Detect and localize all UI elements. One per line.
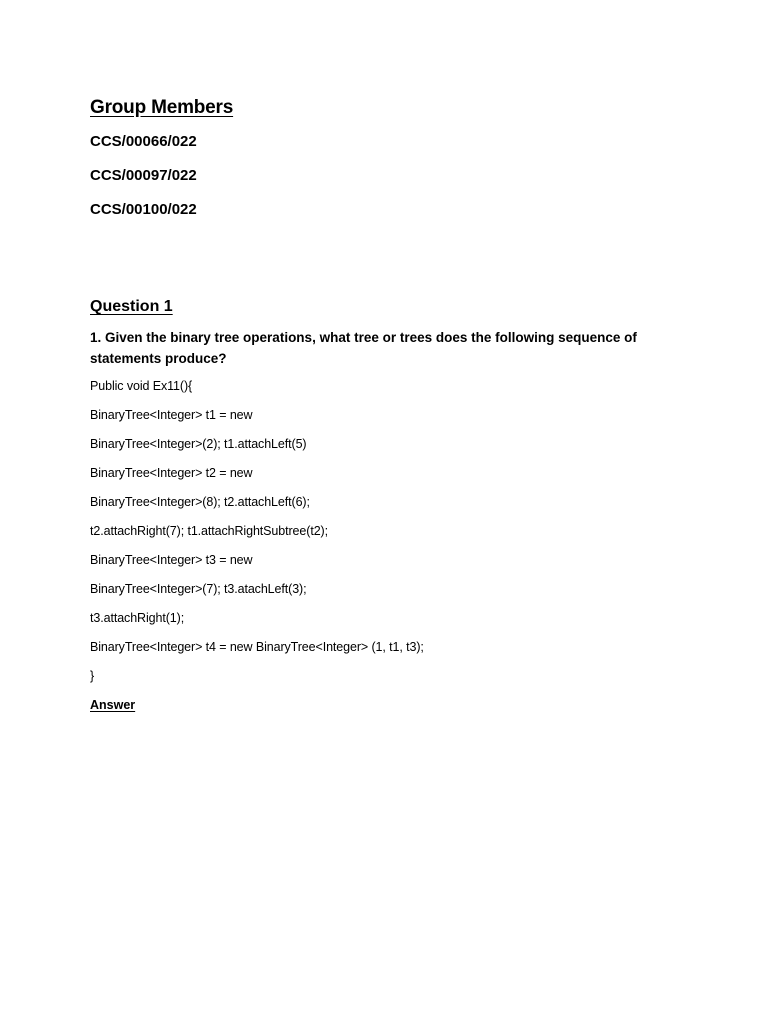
member-id-3: CCS/00100/022 [90, 201, 197, 218]
code-line-2: BinaryTree<Integer> t1 = new [90, 408, 253, 422]
code-line-11: } [90, 669, 95, 683]
code-line-8: BinaryTree<Integer>(7); t3.atachLeft(3); [90, 582, 307, 596]
question-heading: Question 1 [90, 298, 173, 315]
code-line-9: t3.attachRight(1); [90, 611, 185, 625]
code-line-4: BinaryTree<Integer> t2 = new [90, 466, 253, 480]
member-id-2: CCS/00097/022 [90, 167, 197, 184]
code-line-3: BinaryTree<Integer>(2); t1.attachLeft(5) [90, 437, 307, 451]
code-line-6: t2.attachRight(7); t1.attachRightSubtree(t2); [90, 524, 328, 538]
member-id-1: CCS/00066/022 [90, 133, 197, 150]
group-members-heading: Group Members [90, 97, 234, 118]
code-line-5: BinaryTree<Integer>(8); t2.attachLeft(6); [90, 495, 310, 509]
answer-label: Answer [90, 698, 136, 712]
code-line-7: BinaryTree<Integer> t3 = new [90, 553, 253, 567]
code-line-1: Public void Ex11(){ [90, 379, 193, 393]
code-line-10: BinaryTree<Integer> t4 = new BinaryTree<Integer> (1, t1, t3); [90, 640, 424, 654]
question-text: 1. Given the binary tree operations, what tree or trees does the following sequence of statements produce? [90, 330, 637, 366]
